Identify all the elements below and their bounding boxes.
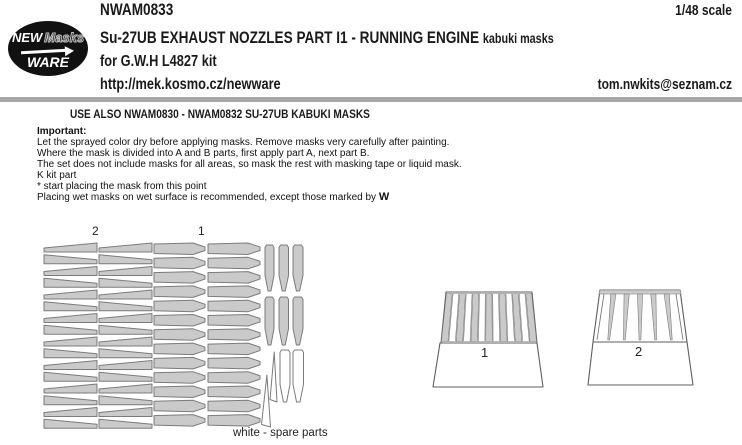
instruction-line: Placing wet masks on wet surface is recommended, except those marked by W <box>37 191 390 203</box>
logo-word-ware: WARE <box>27 54 69 70</box>
scale-label: 1/48 scale <box>675 2 732 19</box>
wet-mark-symbol: W <box>378 191 390 203</box>
kit-subtitle: for G.W.H L4827 kit <box>100 53 217 70</box>
title-main: Su-27UB EXHAUST NOZZLES PART I1 - RUNNING ENGINE <box>100 28 480 47</box>
product-code: NWAM0833 <box>100 0 174 19</box>
website-url: http://mek.kosmo.cz/newware <box>100 76 281 93</box>
mask-group-label-1: 1 <box>198 224 205 238</box>
mask-strips <box>44 243 304 428</box>
instruction-line: * start placing the mask from this point <box>37 181 207 192</box>
instruction-line: K kit part <box>37 170 77 181</box>
instruction-line: Let the sprayed color dry before applying masks. Remove masks very carefully after painting. <box>37 137 450 148</box>
nozzle-diagrams <box>433 290 693 387</box>
instructions-heading: Important: <box>37 126 87 137</box>
instruction-line: Where the mask is divided into A and B parts, first apply part A, next part B. <box>37 148 370 159</box>
contact-email: tom.nwkits@seznam.cz <box>597 76 732 93</box>
nozzle-1-label: 1 <box>481 345 489 360</box>
logo-word-new: NEW <box>11 30 43 45</box>
title-suffix: kabuki masks <box>482 31 554 46</box>
nozzle-2-label: 2 <box>635 344 643 359</box>
spare-parts-caption: white - spare parts <box>233 427 328 439</box>
use-also-notice: USE ALSO NWAM0830 - NWAM0832 SU-27UB KABUKI MASKS <box>70 109 370 121</box>
mask-group-label-2: 2 <box>92 224 99 238</box>
instruction-line: The set does not include masks for all areas, so mask the rest with masking tape or liquid mask. <box>37 159 462 170</box>
logo-word-masks: Masks <box>44 30 85 45</box>
